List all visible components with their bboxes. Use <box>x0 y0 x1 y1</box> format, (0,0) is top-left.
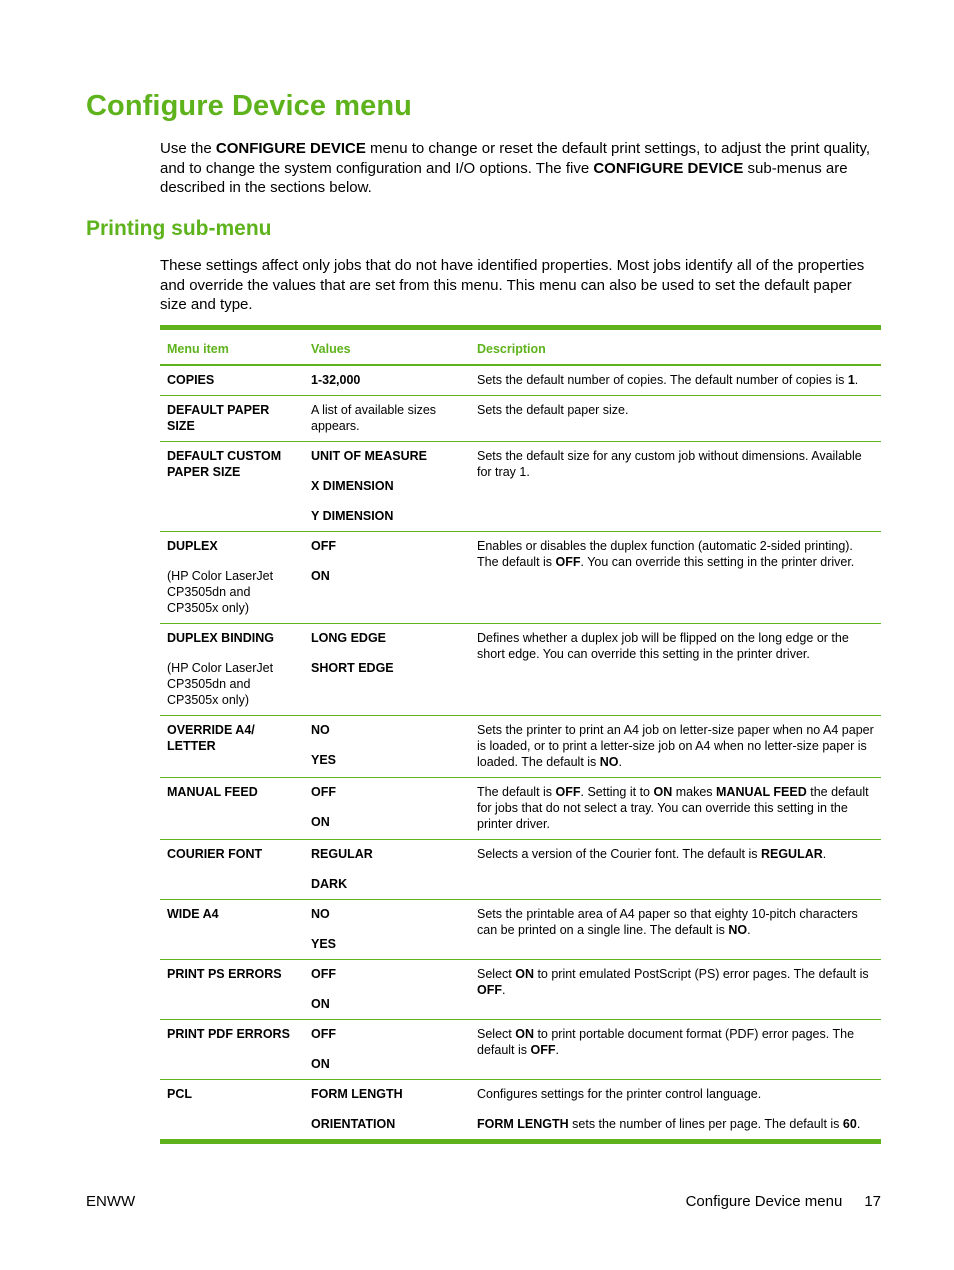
values-cell <box>304 1020 470 1080</box>
menu-item-name: COURIER FONT <box>167 847 263 861</box>
text-run: CONFIGURE DEVICE <box>593 159 744 177</box>
description-cell <box>470 624 881 716</box>
value-option: DARK <box>311 877 348 891</box>
value-option: ORIENTATION <box>311 1117 396 1131</box>
menu-item-name: DEFAULT CUSTOM PAPER SIZE <box>167 449 282 479</box>
value-option: ON <box>311 997 330 1011</box>
value-option: SHORT EDGE <box>311 661 394 675</box>
value-option: OFF <box>311 967 336 981</box>
menu-item-cell <box>160 1080 304 1140</box>
description-cell <box>470 716 881 778</box>
header-description: Description <box>470 330 881 365</box>
page-title: Configure Device menu <box>86 90 412 122</box>
description-cell <box>470 532 881 624</box>
text-run: . <box>854 373 859 387</box>
text-run: . <box>502 983 506 997</box>
values-cell <box>304 960 470 1020</box>
value-option: NO <box>311 907 330 921</box>
description-cell <box>470 442 881 532</box>
value-option: Y DIMENSION <box>311 509 394 523</box>
values-cell <box>304 900 470 960</box>
values-cell <box>304 778 470 840</box>
text-run: CONFIGURE DEVICE <box>215 140 366 157</box>
values-cell <box>304 396 470 442</box>
table-row <box>160 840 881 900</box>
values-cell <box>304 365 470 396</box>
text-run: OFF <box>530 1043 556 1057</box>
values-cell <box>304 1080 470 1140</box>
menu-item-name: DUPLEX <box>167 539 218 553</box>
menu-item-name: DEFAULT PAPER SIZE <box>167 403 270 433</box>
text-run: Sets the default number of copies. The default number of copies is <box>477 373 848 387</box>
menu-item-cell <box>160 532 304 624</box>
text-run: Configures settings for the printer control language. <box>477 1087 762 1101</box>
table-row <box>160 365 881 396</box>
menu-item-name: WIDE A4 <box>167 907 219 921</box>
description-paragraph <box>477 630 875 662</box>
text-run: NO <box>599 755 619 769</box>
description-paragraph <box>477 966 875 998</box>
intro-paragraph <box>160 139 882 198</box>
text-run: sub-menus are described in the sections below. <box>160 159 848 196</box>
menu-item-cell <box>160 365 304 396</box>
section-heading: Printing sub-menu <box>86 217 272 240</box>
text-run: . Setting it to <box>580 785 654 799</box>
text-run: . <box>555 1043 559 1057</box>
value-option: A list of available sizes appears. <box>311 403 437 433</box>
table-row <box>160 900 881 960</box>
text-run: Sets the printable area of A4 paper so that eighty 10-pitch characters can be printed on a single line. The default is <box>477 907 858 937</box>
text-run: ON <box>653 785 673 799</box>
description-paragraph <box>477 722 875 770</box>
text-run: menu to change or reset the default print settings, to adjust the print quality, and to change the system configuration and I/O options. The five <box>160 140 871 177</box>
menu-item-name: PRINT PDF ERRORS <box>167 1027 290 1041</box>
text-run: OFF <box>555 785 581 799</box>
footer-right <box>686 1193 881 1210</box>
value-option: OFF <box>311 1027 336 1041</box>
section-intro-paragraph: These settings affect only jobs that do not have identified properties. Most jobs identify all of the properties and override the values that are set from this menu. This menu can also be used to set the default paper size and type. <box>160 257 865 313</box>
menu-item-cell <box>160 396 304 442</box>
menu-item-note: (HP Color LaserJet CP3505dn and CP3505x only) <box>167 661 274 707</box>
text-run: to print emulated PostScript (PS) error pages. The default is <box>533 967 869 981</box>
description-cell <box>470 778 881 840</box>
text-run: . <box>822 847 827 861</box>
value-option: X DIMENSION <box>311 479 394 493</box>
text-run: Sets the default size for any custom job without dimensions. Available for tray 1. <box>477 449 862 479</box>
description-paragraph <box>477 784 875 832</box>
description-paragraph <box>477 402 875 418</box>
value-option: OFF <box>311 539 336 553</box>
text-run: Select <box>477 1027 516 1041</box>
menu-item-cell <box>160 900 304 960</box>
menu-item-note: (HP Color LaserJet CP3505dn and CP3505x only) <box>167 569 274 615</box>
text-run: ON <box>515 967 534 981</box>
menu-item-name: PCL <box>167 1087 192 1101</box>
text-run: Defines whether a duplex job will be flipped on the long edge or the short edge. You can override this setting in the printer driver. <box>477 631 849 661</box>
menu-item-name: MANUAL FEED <box>167 785 258 799</box>
text-run: the default for jobs that do not select a tray. You can override this setting in the printer driver. <box>477 785 869 831</box>
text-run: . <box>856 1117 861 1131</box>
value-option: FORM LENGTH <box>311 1087 403 1101</box>
table-row <box>160 960 881 1020</box>
text-run: Enables or disables the duplex function (automatic 2-sided printing). The default is <box>477 539 853 569</box>
values-cell <box>304 716 470 778</box>
table-row <box>160 716 881 778</box>
description-cell <box>470 396 881 442</box>
value-option: OFF <box>311 785 336 799</box>
table-row <box>160 778 881 840</box>
table-body <box>160 365 881 1139</box>
description-paragraph <box>477 372 875 388</box>
table-header-row <box>160 330 881 365</box>
table-row <box>160 624 881 716</box>
value-option: UNIT OF MEASURE <box>311 449 427 463</box>
values-cell <box>304 442 470 532</box>
text-run: sets the number of lines per page. The default is <box>568 1117 843 1131</box>
settings-table <box>160 325 881 1144</box>
description-cell <box>470 840 881 900</box>
description-paragraph <box>477 1116 875 1132</box>
text-run: 1 <box>847 373 855 387</box>
text-run: ON <box>515 1027 534 1041</box>
description-cell <box>470 1020 881 1080</box>
footer-section-title: Configure Device menu <box>685 1193 843 1210</box>
description-cell <box>470 365 881 396</box>
menu-item-name: COPIES <box>167 373 215 387</box>
text-run: Select <box>477 967 516 981</box>
values-cell <box>304 532 470 624</box>
description-paragraph <box>477 1026 875 1058</box>
text-run: REGULAR <box>760 847 823 861</box>
text-run: Sets the default paper size. <box>477 403 629 417</box>
header-values: Values <box>304 330 470 365</box>
text-run: FORM LENGTH <box>477 1117 569 1131</box>
menu-item-name: OVERRIDE A4/ LETTER <box>167 723 255 753</box>
menu-item-cell <box>160 778 304 840</box>
table-row <box>160 396 881 442</box>
text-run: . You can override this setting in the printer driver. <box>580 555 855 569</box>
header-menu-item: Menu item <box>160 330 304 365</box>
description-paragraph <box>477 1086 875 1102</box>
value-option: NO <box>311 723 330 737</box>
text-run: OFF <box>555 555 581 569</box>
page-number: 17 <box>864 1193 881 1210</box>
text-run: . <box>747 923 751 937</box>
text-run: 60 <box>842 1117 857 1131</box>
text-run: to print portable document format (PDF) error pages. The default is <box>477 1027 855 1057</box>
value-option: REGULAR <box>311 847 373 861</box>
values-cell <box>304 840 470 900</box>
menu-item-cell <box>160 624 304 716</box>
value-option: YES <box>311 937 337 951</box>
values-cell <box>304 624 470 716</box>
value-option: ON <box>311 1057 330 1071</box>
value-option: 1-32,000 <box>311 373 361 387</box>
description-cell <box>470 1080 881 1140</box>
table-row <box>160 1020 881 1080</box>
description-cell <box>470 900 881 960</box>
menu-item-cell <box>160 840 304 900</box>
value-option: ON <box>311 815 330 829</box>
footer-left: ENWW <box>86 1193 136 1210</box>
menu-item-cell <box>160 1020 304 1080</box>
description-paragraph <box>477 538 875 570</box>
text-run: The default is <box>477 785 556 799</box>
text-run: Selects a version of the Courier font. The default is <box>477 847 761 861</box>
text-run: MANUAL FEED <box>716 785 807 799</box>
description-paragraph <box>477 448 875 480</box>
description-paragraph <box>477 906 875 938</box>
text-run: OFF <box>477 983 502 997</box>
table-row <box>160 1080 881 1140</box>
value-option: LONG EDGE <box>311 631 387 645</box>
text-run: makes <box>672 785 716 799</box>
table-row <box>160 532 881 624</box>
text-run: . <box>618 755 623 769</box>
value-option: ON <box>311 569 330 583</box>
menu-item-cell <box>160 960 304 1020</box>
menu-item-cell <box>160 442 304 532</box>
menu-item-cell <box>160 716 304 778</box>
description-cell <box>470 960 881 1020</box>
description-paragraph <box>477 846 875 862</box>
value-option: YES <box>311 753 337 767</box>
text-run: Sets the printer to print an A4 job on letter-size paper when no A4 paper is loaded, or to print a letter-size job on A4 when no letter-size paper is loaded. The default is <box>477 723 874 769</box>
menu-item-name: DUPLEX BINDING <box>167 631 274 645</box>
text-run: Use the <box>160 140 216 157</box>
table-row <box>160 442 881 532</box>
menu-item-name: PRINT PS ERRORS <box>167 967 282 981</box>
text-run: NO <box>728 923 748 937</box>
